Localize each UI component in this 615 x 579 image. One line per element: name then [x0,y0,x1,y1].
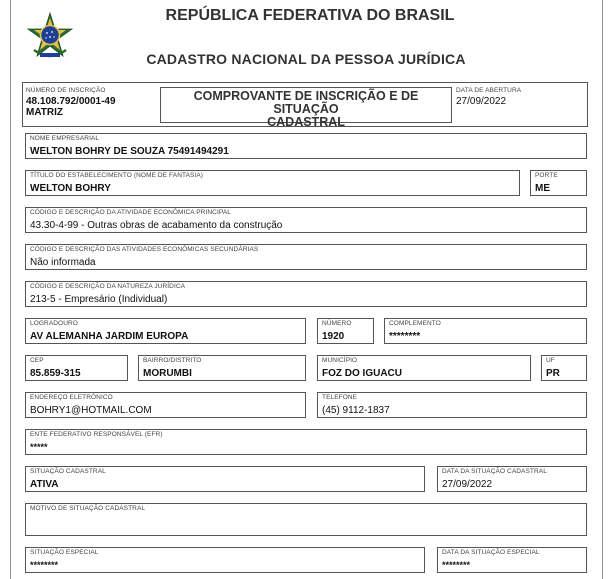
motivo-label: MOTIVO DE SITUAÇÃO CADASTRAL [30,505,146,512]
natureza-juridica-field [25,281,587,307]
data-situacao-especial-field [437,547,587,573]
cep-label: CEP [30,357,44,364]
cep-value: 85.859-315 [30,368,81,379]
inscricao-value: 48.108.792/0001-49 [26,96,116,107]
cep-field [25,355,128,381]
atividade-principal-field [25,207,587,233]
inscricao-label: NÚMERO DE INSCRIÇÃO [26,87,106,94]
comprovante-line1: COMPROVANTE DE INSCRIÇÃO E DE SITUAÇÃO [193,89,419,116]
nome-empresarial-label: NOME EMPRESARIAL [30,135,100,142]
numero-label: NÚMERO [322,320,352,327]
titulo-label: TÍTULO DO ESTABELECIMENTO (NOME DE FANTASIA) [30,172,204,179]
comprovante-title [160,87,452,129]
numero-field [317,318,374,344]
municipio-field [317,355,531,381]
data-situacao-value: 27/09/2022 [442,479,493,490]
efr-label: ENTE FEDERATIVO RESPONSÁVEL (EFR) [30,431,163,438]
natureza-juridica-value: 213-5 - Empresário (Individual) [30,294,168,305]
email-label: ENDEREÇO ELETRÔNICO [30,394,113,401]
bairro-label: BAIRRO/DISTRITO [143,357,202,364]
situacao-label: SITUAÇÃO CADASTRAL [30,468,106,475]
bairro-value: MORUMBI [143,368,192,379]
nome-empresarial-value: WELTON BOHRY DE SOUZA 75491494291 [30,146,229,157]
numero-value: 1920 [322,331,345,342]
uf-field [541,355,587,381]
data-situacao-label: DATA DA SITUAÇÃO CADASTRAL [442,468,547,475]
porte-label: PORTE [535,172,558,179]
page-border-left [10,0,11,579]
abertura-value: 27/09/2022 [456,96,507,107]
atividades-secundarias-field [25,244,587,270]
situacao-field [25,466,425,492]
header-subtitle: CADASTRO NACIONAL DA PESSOA JURÍDICA [146,51,466,67]
data-situacao-especial-label: DATA DA SITUAÇÃO ESPECIAL [442,549,540,556]
efr-field [25,429,587,455]
municipio-value: FOZ DO IGUACU [322,368,402,379]
telefone-value: (45) 9112-1837 [322,405,390,416]
telefone-field [317,392,587,418]
situacao-especial-value: ******** [30,560,59,570]
efr-value: ***** [30,442,48,452]
page-border-right [602,0,603,579]
titulo-value: WELTON BOHRY [30,183,111,194]
situacao-especial-label: SITUAÇÃO ESPECIAL [30,549,99,556]
comprovante-line2: CADASTRAL [267,115,345,129]
complemento-value: ******** [389,331,421,342]
atividade-principal-value: 43.30-4-99 - Outras obras de acabamento da construção [30,220,283,231]
motivo-field [25,503,587,536]
logradouro-label: LOGRADOURO [30,320,78,327]
municipio-label: MUNICÍPIO [322,357,358,364]
matriz-value: MATRIZ [26,107,64,118]
atividades-secundarias-value: Não informada [30,257,96,268]
porte-value: ME [535,183,550,194]
titulo-field [25,170,520,196]
natureza-juridica-label: CÓDIGO E DESCRIÇÃO DA NATUREZA JURÍDICA [30,283,186,290]
porte-field [530,170,587,196]
data-situacao-field [437,466,587,492]
uf-value: PR [546,368,560,379]
email-field [25,392,306,418]
abertura-label: DATA DE ABERTURA [456,87,522,94]
nome-empresarial-field [25,133,587,159]
logradouro-value: AV ALEMANHA JARDIM EUROPA [30,331,189,342]
situacao-especial-field [25,547,425,573]
telefone-label: TELEFONE [322,394,358,401]
header-title: REPÚBLICA FEDERATIVA DO BRASIL [165,7,455,24]
inscricao-field [22,82,160,127]
logradouro-field [25,318,306,344]
brazil-coat-of-arms-icon [26,12,74,60]
uf-label: UF [546,357,555,364]
atividade-principal-label: CÓDIGO E DESCRIÇÃO DA ATIVIDADE ECONÔMICA PRINCIPAL [30,209,231,216]
email-value: BOHRY1@HOTMAIL.COM [30,405,152,416]
bairro-field [138,355,306,381]
complemento-label: COMPLEMENTO [389,320,441,327]
complemento-field [384,318,587,344]
data-situacao-especial-value: ******** [442,560,471,570]
atividades-secundarias-label: CÓDIGO E DESCRIÇÃO DAS ATIVIDADES ECONÔMICAS SECUNDÁRIAS [30,246,259,253]
abertura-field [452,82,588,127]
situacao-value: ATIVA [30,479,59,490]
